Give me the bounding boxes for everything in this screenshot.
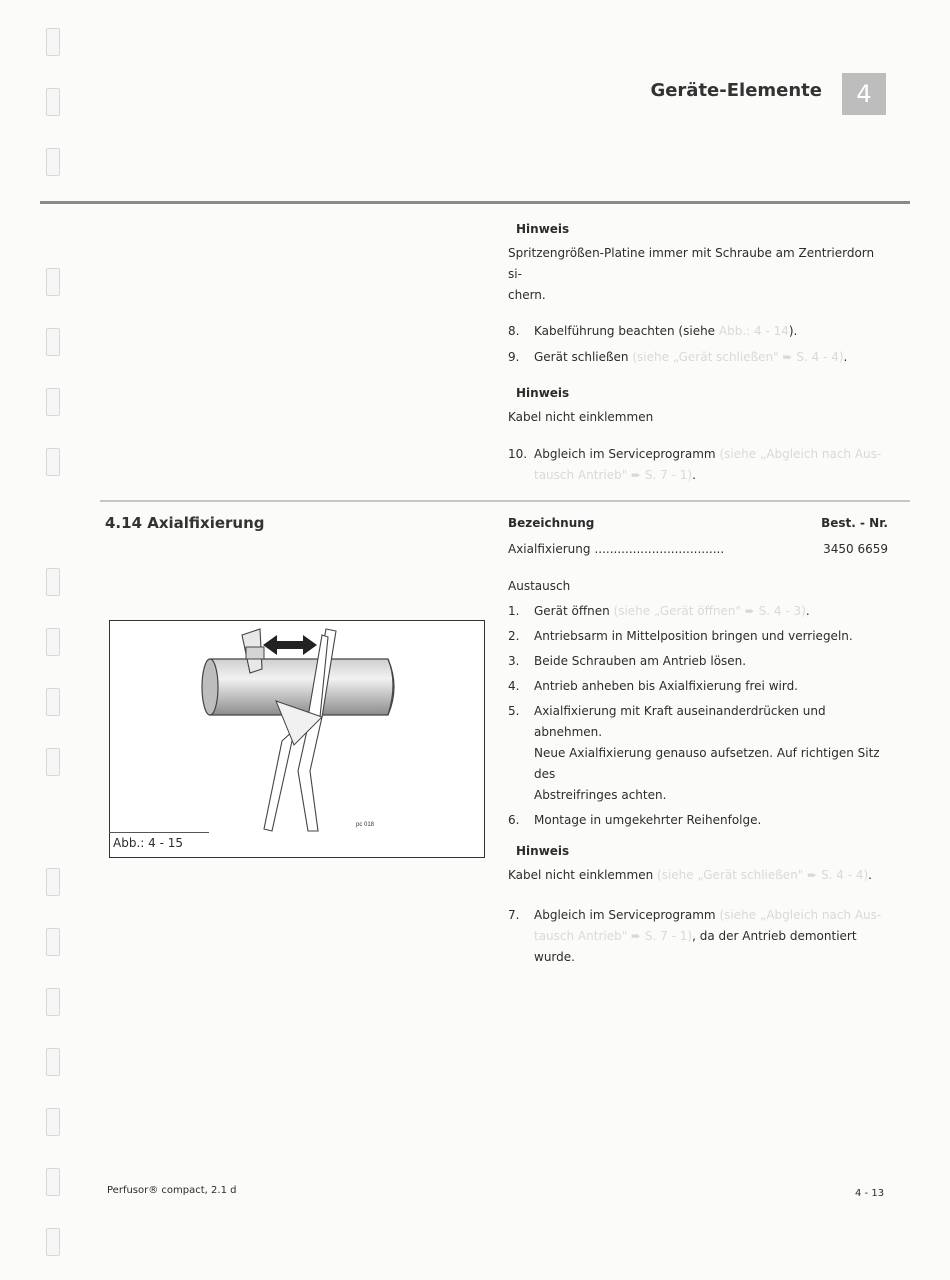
cross-reference-link[interactable]: (siehe „Abgleich nach Aus- [719, 908, 882, 922]
step-number: 7. [508, 908, 520, 922]
austausch-heading: Austausch [508, 579, 571, 593]
hinweis-label: Hinweis [516, 844, 570, 858]
section-title: 4.14 Axialfixierung [105, 514, 265, 532]
step-item [508, 321, 888, 342]
step-end: . [692, 468, 696, 482]
step-item [508, 444, 888, 486]
step-text: Antriebsarm in Mittelposition bringen und verriegeln. [534, 629, 853, 643]
figure-caption: Abb.: 4 - 15 [113, 836, 183, 850]
leader-dots: .................................. [594, 542, 725, 556]
step-end: , da der Antrieb demontiert wurde. [534, 929, 857, 964]
cross-reference-link[interactable]: (siehe „Gerät schließen" ➨ S. 4 - 4) [632, 350, 844, 364]
step-text: Gerät öffnen [534, 604, 610, 618]
step-end: . [868, 868, 872, 882]
step-text: Montage in umgekehrter Reihenfolge. [534, 813, 762, 827]
step-number: 8. [508, 324, 520, 338]
step-text: Abgleich im Serviceprogramm [534, 447, 716, 461]
austausch-steps [508, 601, 888, 831]
step-number: 6. [508, 813, 520, 827]
hinweis-label: Hinweis [516, 222, 570, 236]
step-number: 9. [508, 350, 520, 364]
step-number: 1. [508, 604, 520, 618]
section-content [508, 513, 888, 968]
step-text: Abgleich im Serviceprogramm [534, 908, 716, 922]
footer-product: Perfusor® compact, 2.1 d [107, 1185, 237, 1196]
step-item [508, 601, 888, 622]
step-number: 2. [508, 629, 520, 643]
figure-code: pc 018 [356, 822, 375, 828]
step-text-line: Neue Axialfixierung genauso aufsetzen. Auf richtigen Sitz des [534, 746, 880, 781]
step-end: . [843, 350, 848, 364]
hinweis-text: Kabel nicht einklemmen [508, 410, 654, 424]
step-end: . [805, 604, 810, 618]
cross-reference-link[interactable]: (siehe „Abgleich nach Aus- [719, 447, 882, 461]
cross-reference-link[interactable]: Abb.: 4 - 14 [718, 324, 789, 338]
step-text-line: Axialfixierung mit Kraft auseinanderdrücken und abnehmen. [534, 704, 826, 739]
step-text: Kabelführung beachten (siehe [534, 324, 716, 338]
axial-fixation-illustration [110, 621, 483, 856]
parts-table-row [508, 539, 888, 560]
step-item [508, 626, 888, 647]
header-rule [40, 201, 910, 204]
step-number: 4. [508, 679, 520, 693]
step-item [508, 676, 888, 697]
step-item [508, 651, 888, 672]
column-header-best-nr: Best. - Nr. [821, 516, 888, 530]
step-item [508, 905, 888, 968]
section-rule [100, 500, 910, 502]
cross-reference-link[interactable]: (siehe „Gerät schließen" ➨ S. 4 - 4) [657, 868, 869, 882]
footer-page-number: 4 - 13 [855, 1188, 885, 1199]
parts-table-header [508, 513, 888, 534]
hinweis-text [508, 243, 888, 306]
hinweis-text-line: chern. [508, 288, 546, 302]
step-end: ). [788, 324, 798, 338]
step-text: Beide Schrauben am Antrieb lösen. [534, 654, 747, 668]
caption-divider [109, 832, 209, 833]
column-header-bezeichnung: Bezeichnung [508, 516, 595, 530]
hinweis-text [508, 865, 888, 886]
step-text: Gerät schließen [534, 350, 629, 364]
step-item [508, 347, 888, 368]
top-instructions [508, 219, 888, 486]
cross-reference-link[interactable]: tausch Antrieb" ➨ S. 7 - 1) [534, 468, 693, 482]
cross-reference-link[interactable]: tausch Antrieb" ➨ S. 7 - 1) [534, 929, 693, 943]
step-text-line: Abstreifringes achten. [534, 788, 667, 802]
part-number: 3450 6659 [823, 542, 888, 556]
chapter-number-badge: 4 [842, 73, 886, 115]
step-number: 3. [508, 654, 520, 668]
step-text: Antrieb anheben bis Axialfixierung frei wird. [534, 679, 798, 693]
step-number: 10. [508, 447, 528, 461]
part-name: Axialfixierung [508, 542, 591, 556]
figure-axialfixierung [109, 620, 485, 858]
hinweis-label: Hinweis [516, 386, 570, 400]
hinweis-text-line: Spritzengrößen-Platine immer mit Schraube am Zentrierdorn si- [508, 246, 875, 281]
step-item [508, 810, 888, 831]
step-number: 5. [508, 704, 520, 718]
step-item [508, 701, 888, 806]
chapter-title: Geräte-Elemente [650, 80, 822, 101]
cross-reference-link[interactable]: (siehe „Gerät öffnen" ➨ S. 4 - 3) [613, 604, 806, 618]
hinweis-text-main: Kabel nicht einklemmen [508, 868, 654, 882]
